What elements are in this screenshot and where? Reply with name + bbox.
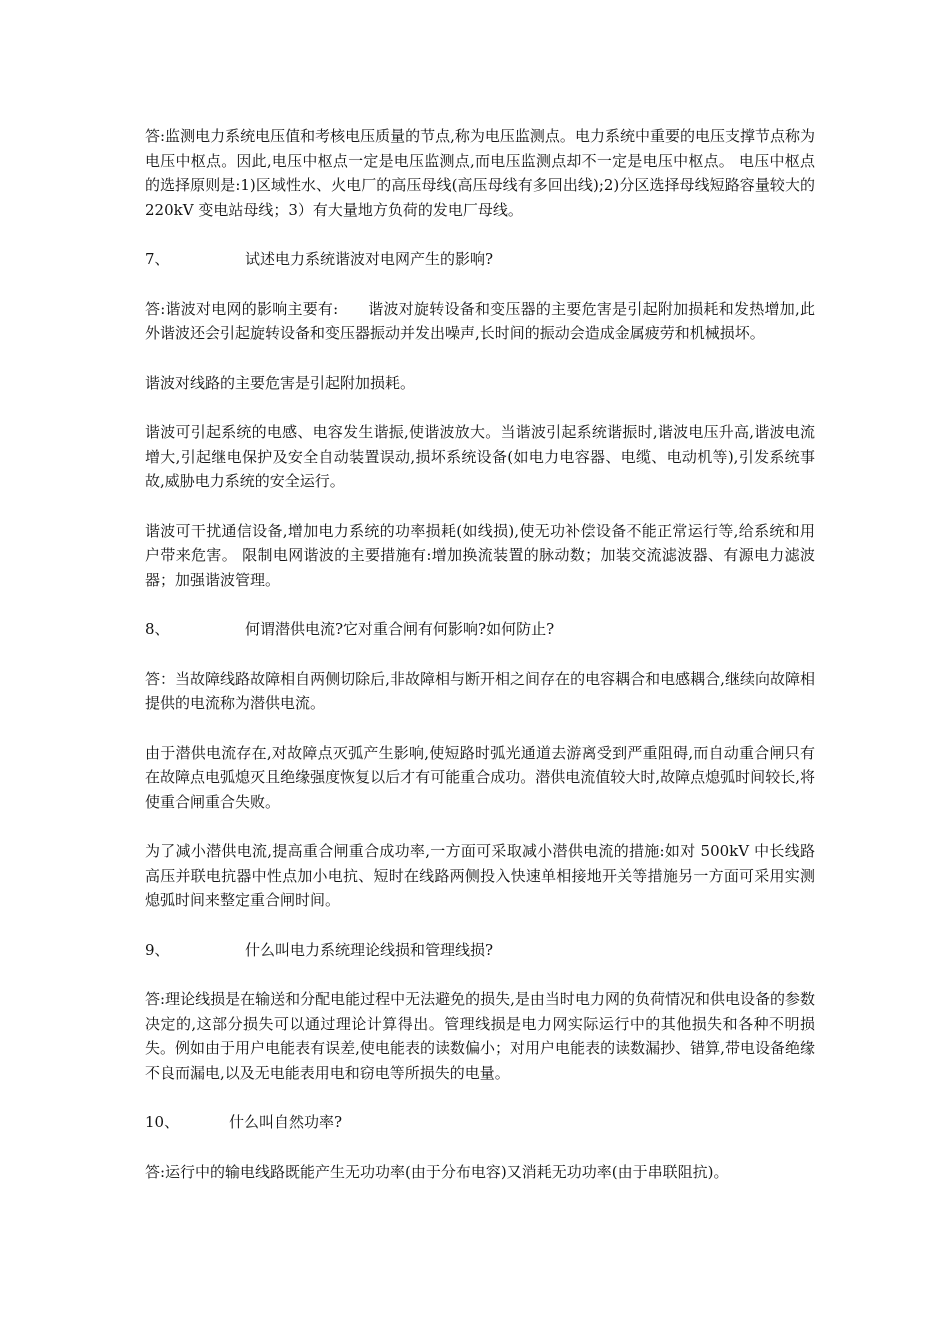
question-10-heading <box>145 1110 815 1135</box>
question-number: 8、 <box>145 620 170 638</box>
answer-7-paragraph-1: 答:谐波对电网的影响主要有: 谐波对旋转设备和变压器的主要危害是引起附加损耗和发热增加,此外谐波还会引起旋转设备和变压器振动并发出噪声,长时间的振动会造成金属疲劳和机械损坏。 <box>145 299 815 342</box>
answer-7-paragraph-2: 谐波对线路的主要危害是引起附加损耗。 <box>145 373 416 392</box>
question-7-heading <box>145 247 815 272</box>
question-text: 什么叫自然功率? <box>229 1113 343 1131</box>
answer-8-paragraph-3: 为了减小潜供电流,提高重合闸重合成功率,一方面可采取减小潜供电流的措施:如对 500kV 中长线路高压并联电抗器中性点加小电抗、短时在线路两侧投入快速单相接地开关等措施另一方面可采用实测熄弧时间来整定重合闸时间。 <box>145 842 815 909</box>
answer-7-paragraph-4: 谐波可干扰通信设备,增加电力系统的功率损耗(如线损),使无功补偿设备不能正常运行等,给系统和用户带来危害。 限制电网谐波的主要措施有:增加换流装置的脉动数；加装交流滤波器、有源电力滤波器；加强谐波管理。 <box>145 521 815 589</box>
question-text: 什么叫电力系统理论线损和管理线损? <box>245 940 494 959</box>
answer-7-paragraph-3: 谐波可引起系统的电感、电容发生谐振,使谐波放大。当谐波引起系统谐振时,谐波电压升高,谐波电流增大,引起继电保护及安全自动装置误动,损坏系统设备(如电力电容器、电缆、电动机等),引发系统事故,威胁电力系统的安全运行。 <box>145 423 815 490</box>
answer-8-paragraph-1: 答：当故障线路故障相自两侧切除后,非故障相与断开相之间存在的电容耦合和电感耦合,继续向故障相提供的电流称为潜供电流。 <box>145 669 815 712</box>
question-number: 10、 <box>145 1113 180 1131</box>
answer-6-paragraph: 答:监测电力系统电压值和考核电压质量的节点,称为电压监测点。电力系统中重要的电压支撑节点称为电压中枢点。因此,电压中枢点一定是电压监测点,而电压监测点却不一定是电压中枢点。 电压中枢点的选择原则是:1)区域性水、火电厂的高压母线(高压母线有多回出线);2)分区选择母线短路容量较大的 220kV 变电站母线；3）有大量地方负荷的发电厂母线。 <box>145 127 815 219</box>
question-text: 试述电力系统谐波对电网产生的影响? <box>245 250 494 268</box>
question-text: 何谓潜供电流?它对重合闸有何影响?如何防止? <box>245 620 555 638</box>
answer-9-paragraph-1: 答:理论线损是在输送和分配电能过程中无法避免的损失,是由当时电力网的负荷情况和供电设备的参数决定的,这部分损失可以通过理论计算得出。管理线损是电力网实际运行中的其他损失和各种不明损失。例如由于用户电能表有误差,使电能表的读数偏小；对用户电能表的读数漏抄、错算,带电设备绝缘不良而漏电,以及无电能表用电和窃电等所损失的电量。 <box>145 990 815 1082</box>
document-page <box>145 124 815 1184</box>
question-number: 9、 <box>145 940 170 959</box>
question-9-heading <box>145 938 815 963</box>
answer-10-paragraph-1: 答:运行中的输电线路既能产生无功功率(由于分布电容)又消耗无功功率(由于串联阻抗)。 <box>145 1162 729 1181</box>
answer-8-paragraph-2: 由于潜供电流存在,对故障点灭弧产生影响,使短路时弧光通道去游离受到严重阻碍,而自动重合闸只有在故障点电弧熄灭且绝缘强度恢复以后才有可能重合成功。潜供电流值较大时,故障点熄弧时间较长,将使重合闸重合失败。 <box>145 743 815 811</box>
question-8-heading <box>145 617 815 642</box>
question-number: 7、 <box>145 250 170 268</box>
